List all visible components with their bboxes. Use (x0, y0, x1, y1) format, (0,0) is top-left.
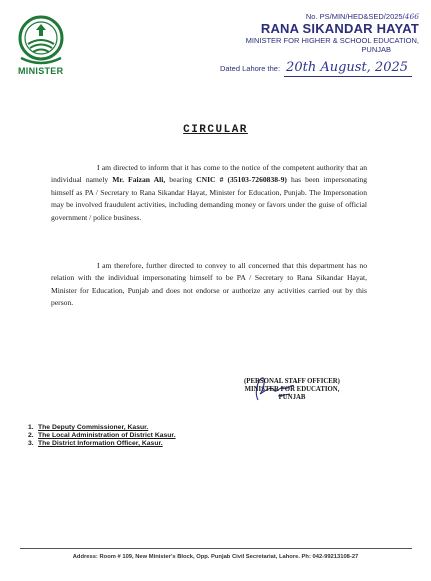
minister-name: RANA SIKANDAR HAYAT (260, 21, 419, 36)
footer-divider (20, 548, 412, 549)
logo-label: MINISTER (18, 66, 64, 76)
dated-line (220, 60, 420, 75)
dated-label: Dated Lahore the: (220, 64, 281, 73)
footer-address: Address: Room # 109, New Minister's Block, Opp. Punjab Civil Secretariat, Lahore. Ph: 042-99213108-27 (72, 554, 359, 560)
dated-value: 20th August, 2025 (284, 60, 412, 77)
minister-role: MINISTER FOR HIGHER & SCHOOL EDUCATION, (245, 36, 419, 45)
list-item: 3. The District Information Officer, Kasur. (28, 440, 163, 448)
signature-block (222, 378, 362, 402)
signatory-region: PUNJAB (278, 394, 306, 401)
paragraph-disclaimer: I am therefore, further directed to convey to all concerned that this department has no relation with the individual impersonating himself to be PA / Secretary to Rana Sikandar Hayat, Minister for Education, Punjab and does not endorse or authorize any activities carried out by this person. (51, 261, 367, 308)
minister-role-region: PUNJAB (361, 45, 391, 54)
distribution-list (28, 424, 176, 449)
suspect-name: Mr. Faizan Ali, (112, 175, 166, 185)
letterhead (246, 12, 419, 54)
signatory-office: MINISTER FOR EDUCATION, (244, 386, 340, 393)
list-item: 2. The Local Administration of District Kasur. (28, 432, 176, 440)
reference-number: No. PS/MIN/HED&SED/2025/466 (305, 12, 419, 21)
document-title: CIRCULAR (183, 124, 248, 136)
reference-handwritten-number: 466 (404, 12, 419, 21)
list-item: 1. The Deputy Commissioner, Kasur. (28, 424, 149, 431)
paragraph-notice: I am directed to inform that it has come to the notice of the competent authority that an individual namely Mr. Faizan Ali, bearing CNIC # (35103-7260838-9) has been impersonating himself as PA / Secretary to Rana Sikandar Hayat, Minister for Education, Punjab. The Impersonation may be involved fraudulent activities, including demanding money or favors under the guise of official government / police business. (51, 163, 367, 222)
punjab-emblem-icon (16, 14, 66, 70)
suspect-cnic: CNIC # (35103-7260838-9) (196, 175, 287, 185)
signatory-title: (PERSONAL STAFF OFFICER) (244, 378, 340, 385)
